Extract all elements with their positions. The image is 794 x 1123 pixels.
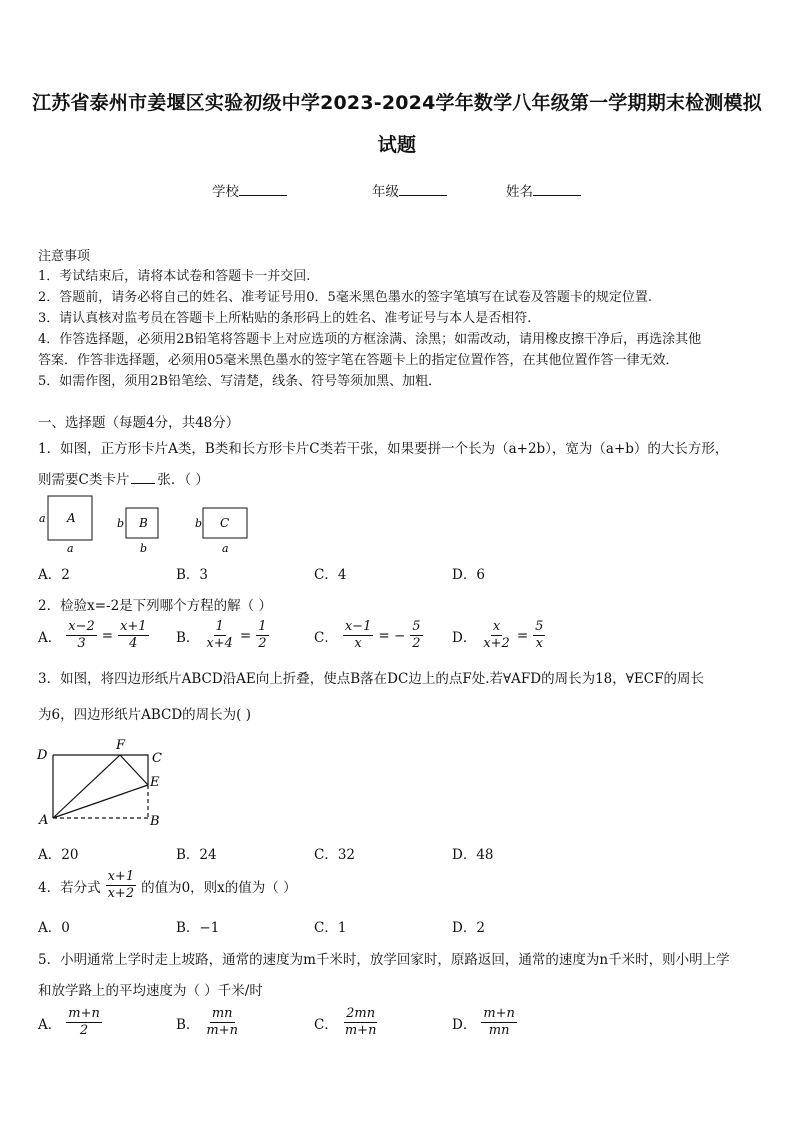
point-label-f: F: [116, 738, 126, 753]
q2-stem: 2．检验x=-2是下列哪个方程的解（ ）: [38, 598, 272, 614]
q1-option-d: D．6: [452, 567, 485, 583]
fraction: $\frac{x+1}{4}$: [120, 619, 147, 651]
q5-stem-line2: 和放学路上的平均速度为（ ）千米/时: [38, 983, 263, 999]
q5-option-a: [38, 1006, 104, 1039]
grade-label: 年级: [372, 184, 399, 200]
option-label: B．: [176, 1016, 200, 1033]
q2-option-c: C． $\frac{x-1}{x}$ = − $\frac{5}{2}$: [314, 619, 421, 651]
card-b-side-label: b: [117, 517, 125, 530]
card-c-side-label: b: [195, 517, 203, 530]
fraction: $\frac{mn}{m+n}$: [206, 1006, 239, 1038]
fraction: $\frac{x-2}{3}$: [68, 619, 95, 651]
fraction: $\frac{2mn}{m+n}$: [344, 1006, 377, 1038]
document-title-line2: 试题: [377, 134, 417, 156]
answer-blank: [131, 483, 155, 484]
q1-option-c: C．4: [314, 567, 347, 583]
fraction: $\frac{m+n}{2}$: [68, 1006, 100, 1038]
q3-fold-figure: [30, 734, 170, 830]
q3-option-c: C．32: [314, 847, 356, 863]
option-label: C．: [314, 1016, 338, 1033]
q3-stem-line2: 为6，四边形纸片ABCD的周长为( ): [38, 707, 251, 723]
q2-option-b: B． $\frac{1}{x+4}$ = $\frac{1}{2}$: [176, 619, 267, 651]
name-label: 姓名: [506, 184, 533, 200]
q5-option-c: [314, 1006, 380, 1039]
fold-line-ae: [53, 785, 148, 818]
fraction: $\frac{m+n}{mn}$: [483, 1006, 515, 1038]
name-field: [506, 180, 581, 200]
q1-cards-figure: [36, 492, 266, 556]
grade-blank: [399, 195, 447, 196]
point-label-d: D: [37, 748, 48, 763]
card-c-bottom-label: a: [222, 542, 229, 555]
card-a-label: A: [67, 511, 76, 525]
option-label: A．: [38, 1016, 62, 1033]
fraction: $\frac{1}{x+4}$: [206, 619, 233, 651]
note-item: 2．答题前，请务必将自己的姓名、准考证号用0．5毫米黑色墨水的签字笔填写在试卷及答题卡的规定位置.: [38, 290, 652, 305]
q1-option-a: A．2: [38, 567, 70, 583]
school-label: 学校: [212, 184, 239, 200]
document-title-line1: 江苏省泰州市姜堰区实验初级中学2023-2024学年数学八年级第一学期期末检测模拟: [32, 92, 762, 114]
q4-option-a: A．0: [38, 920, 70, 936]
fold-segment-af: [53, 755, 120, 818]
card-a-bottom-label: a: [67, 542, 74, 555]
q4-option-c: C．1: [314, 920, 347, 936]
q3-option-d: D．48: [452, 847, 494, 863]
grade-field: [372, 180, 447, 200]
q4-prefix: 4．若分式: [38, 879, 101, 896]
q1-stem-line2: [38, 468, 209, 488]
school-blank: [239, 195, 287, 196]
q3-stem-line1: 3．如图，将四边形纸片ABCD沿AE向上折叠，使点B落在DC边上的点F处.若∀AFD的周长为18，∀ECF的周长: [38, 671, 704, 687]
fraction: $\frac{5}{x}$: [535, 619, 544, 651]
q3-option-a: A．20: [38, 847, 79, 863]
fraction: $\frac{x}{x+2}$: [483, 619, 510, 651]
fraction: $\frac{1}{2}$: [258, 619, 267, 651]
card-c-label: C: [220, 516, 230, 530]
option-label: A．: [38, 629, 62, 646]
q1-stem-line1: 1．如图，正方形卡片A类，B类和长方形卡片C类若干张，如果要拼一个长为（a+2b），宽为（a+b）的大长方形，: [38, 441, 729, 457]
card-a-side-label: a: [39, 512, 46, 525]
fraction: $\frac{x-1}{x}$: [344, 619, 372, 651]
notes-heading: 注意事项: [38, 249, 91, 264]
q3-option-b: B．24: [176, 847, 217, 863]
school-field: [212, 180, 287, 200]
note-item: 5．如需作图，须用2B铅笔绘、写清楚，线条、符号等须加黑、加粗．: [38, 374, 442, 389]
point-label-e: E: [150, 775, 160, 790]
q1-option-b: B．3: [176, 567, 209, 583]
card-b-label: B: [139, 516, 148, 530]
q4-option-b: B．−1: [176, 920, 220, 936]
name-blank: [533, 195, 581, 196]
option-label: D．: [452, 629, 477, 646]
note-item: 答案．作答非选择题，必须用05毫米黑色墨水的签字笔在答题卡上的指定位置作答，在其他位置作答一律无效．: [38, 353, 679, 368]
point-label-b: B: [150, 814, 160, 829]
note-item: 1．考试结束后，请将本试卷和答题卡一并交回.: [38, 269, 311, 284]
point-label-c: C: [152, 751, 162, 766]
option-label: C．: [314, 629, 338, 646]
segment-fe: [120, 755, 148, 785]
q2-option-d: D． $\frac{x}{x+2}$ = $\frac{5}{x}$: [452, 619, 544, 651]
q4-suffix: 的值为0，则x的值为（ ）: [141, 879, 297, 896]
q5-stem-line1: 5．小明通常上学时走上坡路，通常的速度为m千米时，放学回家时，原路返回，通常的速度为n千米时，则小明上学: [38, 952, 730, 968]
option-label: B．: [176, 629, 200, 646]
note-item: 3．请认真核对监考员在答题卡上所粘贴的条形码上的姓名、准考证号与本人是否相符.: [38, 311, 532, 326]
q2-option-a: A． $\frac{x-2}{3}$ = $\frac{x+1}{4}$: [38, 619, 147, 651]
note-item: 4．作答选择题，必须用2B铅笔将答题卡上对应选项的方框涂满、涂黑；如需改动，请用橡皮擦干净后，再选涂其他: [38, 332, 702, 347]
q4-option-d: D．2: [452, 920, 485, 936]
q1-stem-tail: 张．（ ）: [157, 472, 209, 488]
option-label: D．: [452, 1016, 477, 1033]
q1-stem-text: 则需要C类卡片: [38, 472, 130, 488]
q5-option-d: [452, 1006, 519, 1039]
q5-option-b: [176, 1006, 242, 1039]
card-b-bottom-label: b: [140, 542, 148, 555]
fraction: $\frac{x+1}{x+2}$: [107, 869, 135, 901]
q4-stem: [38, 869, 297, 902]
section-heading: 一、选择题（每题4分，共48分）: [38, 415, 240, 431]
fraction: $\frac{5}{2}$: [412, 619, 421, 651]
point-label-a: A: [39, 813, 49, 828]
